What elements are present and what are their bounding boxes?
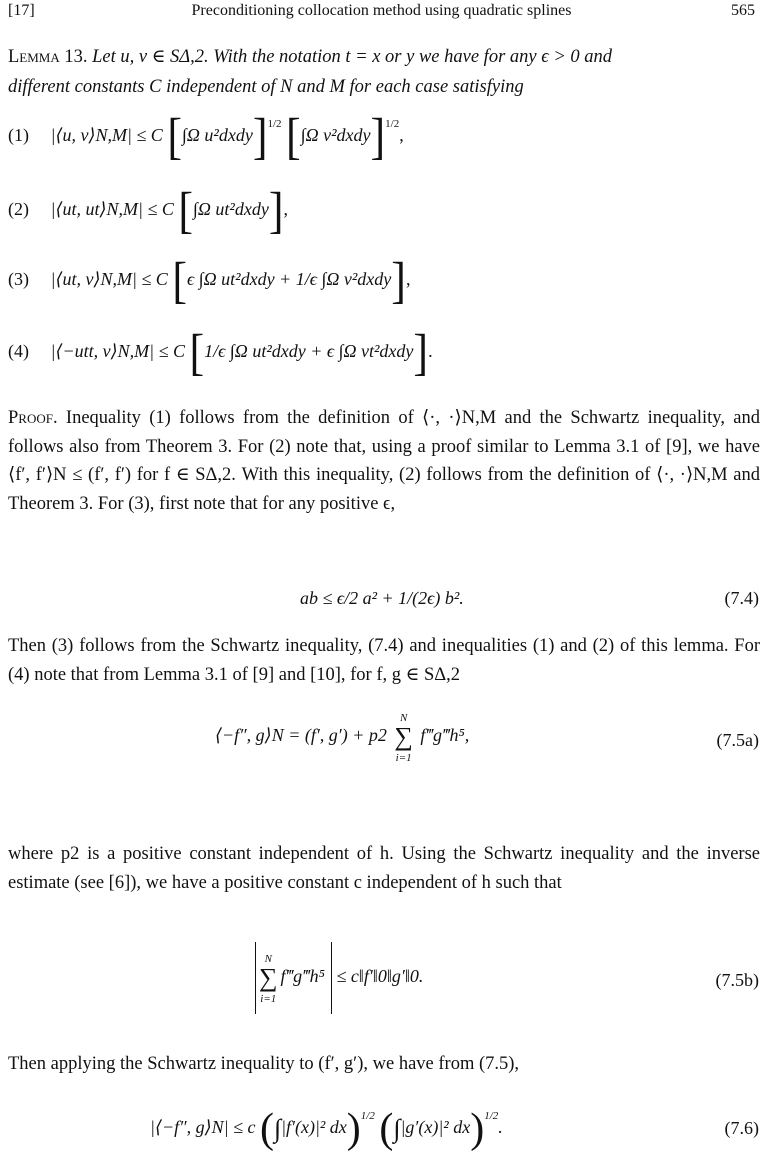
sum-lower: i=1 [395,752,412,764]
inequality-lhs: |⟨ut, v⟩N,M| ≤ C [50,269,168,290]
equation-body [215,712,470,764]
inequality-4: (4) |⟨−utt, v⟩N,M| ≤ C [1/ϵ ∫Ω ut²dxdy + ϵ ∫Ω vt²dxdy]. [8,324,433,381]
equation-body: |⟨−f″, g⟩N| ≤ c (∫|f′(x)|² dx)$^{1/2}$ (∫|g′(x)|² dx)$^{1/2}$. [150,1105,503,1152]
inequality-lhs: |⟨−utt, v⟩N,M| ≤ C [50,341,185,362]
proof-paragraph-2 [8,632,760,689]
proof-text: Then applying the Schwartz inequality to (f′, g′), we have from (7.5), [8,1054,520,1074]
inequality-1: (1) |⟨u, v⟩N,M| ≤ C [∫Ω u²dxdy]$^{1/2}$ [∫Ω v²dxdy]$^{1/2}$, [8,108,404,165]
equation-tag: (7.4) [724,588,759,608]
equation-rhs: f‴g‴h⁵, [420,725,470,746]
inequality-term: ϵ ∫Ω ut²dxdy + 1/ϵ ∫Ω v²dxdy [186,269,392,290]
equation-tag: (7.6) [724,1118,759,1138]
equation-tag: (7.5a) [716,730,759,750]
summation-symbol: ∑ N i=1 [394,712,413,764]
proof-paragraph-3 [8,840,760,897]
equation-tag: (7.5b) [715,970,759,990]
summation-symbol: ∑ N i=1 [259,953,278,1005]
equation-term: f‴g‴h⁵ [280,966,325,987]
proof-paragraph-4 [8,1050,760,1079]
running-title: Preconditioning collocation method using quadratic splines [191,2,572,19]
integrand: |f′(x)|² dx [281,1117,347,1137]
equation-body: ab ≤ ϵ/2 a² + 1/(2ϵ) b². [300,588,464,608]
sum-upper: N [399,712,408,724]
lemma-statement [8,42,760,102]
integrand: |g′(x)|² dx [400,1117,471,1137]
inequality-lhs: |⟨u, v⟩N,M| ≤ C [50,125,163,145]
inequality-3: (3) |⟨ut, v⟩N,M| ≤ C [ϵ ∫Ω ut²dxdy + 1/ϵ ∫Ω v²dxdy], [8,252,411,309]
lemma-line-1: Let u, v ∈ SΔ,2. With the notation t = x or y we have for any ϵ > 0 and [92,47,613,67]
exponent: 1/2 [385,118,400,130]
proof-text: Then (3) follows from the Schwartz inequality, (7.4) and inequalities (1) and (2) of this lemma. For (4) note that from Lemma 3.1 of [9] and [10], for f, g ∈ SΔ,2 [8,636,760,685]
inequality-2: (2) |⟨ut, ut⟩N,M| ≤ C [∫Ω ut²dxdy], [8,182,288,239]
equation-body [255,942,423,1014]
inequality-number: (1) [8,125,29,145]
sum-lower: i=1 [260,993,277,1005]
page-number: 565 [731,2,755,19]
proof-label: Proof. [8,408,58,428]
proof-paragraph-1 [8,404,760,518]
exponent: 1/2 [267,118,282,130]
inequality-number: (4) [8,341,29,362]
exponent: 1/2 [484,1110,499,1122]
punctuation: . [428,341,433,362]
inequality-term: ∫Ω v²dxdy [300,125,371,145]
inequality-number: (2) [8,199,29,220]
exponent: 1/2 [360,1110,375,1122]
proof-text: where p2 is a positive constant independent of h. Using the Schwartz inequality and the inverse estimate (see [6]), we have a positive constant c independent of h such that [8,844,760,893]
inequality-term: ∫Ω u²dxdy [181,125,253,145]
punctuation: , [399,125,404,145]
lemma-line-2: different constants C independent of N and M for each case satisfying [8,77,524,97]
proof-text: Inequality (1) follows from the definition of ⟨·, ·⟩N,M and the Schwartz inequality, and follows also from Theorem 3. For (2) note that, using a proof similar to Lemma 3.1 of [9], we have ⟨f′, f′⟩N ≤ (f′, f′) for f ∈ SΔ,2. With this inequality, (2) follows from the definition of ⟨·, ·⟩N,M and Theorem 3. For (3), first note that for any positive ϵ, [8,408,760,514]
equation-lhs: |⟨−f″, g⟩N| ≤ c [150,1117,256,1137]
lemma-label: Lemma 13. [8,47,88,67]
equation-rhs: ≤ c‖f′‖0‖g′‖0. [336,966,424,987]
punctuation: , [405,269,411,290]
inequality-number: (3) [8,269,29,290]
inequality-lhs: |⟨ut, ut⟩N,M| ≤ C [50,199,174,220]
punctuation: , [283,199,288,220]
equation-lhs: ⟨−f″, g⟩N = (f′, g′) + p2 [215,725,387,746]
running-header [8,2,755,26]
reference-number: [17] [8,2,35,19]
inequality-term: 1/ϵ ∫Ω ut²dxdy + ϵ ∫Ω vt²dxdy [204,341,414,362]
inequality-term: ∫Ω ut²dxdy [192,199,269,220]
sum-upper: N [264,953,272,965]
